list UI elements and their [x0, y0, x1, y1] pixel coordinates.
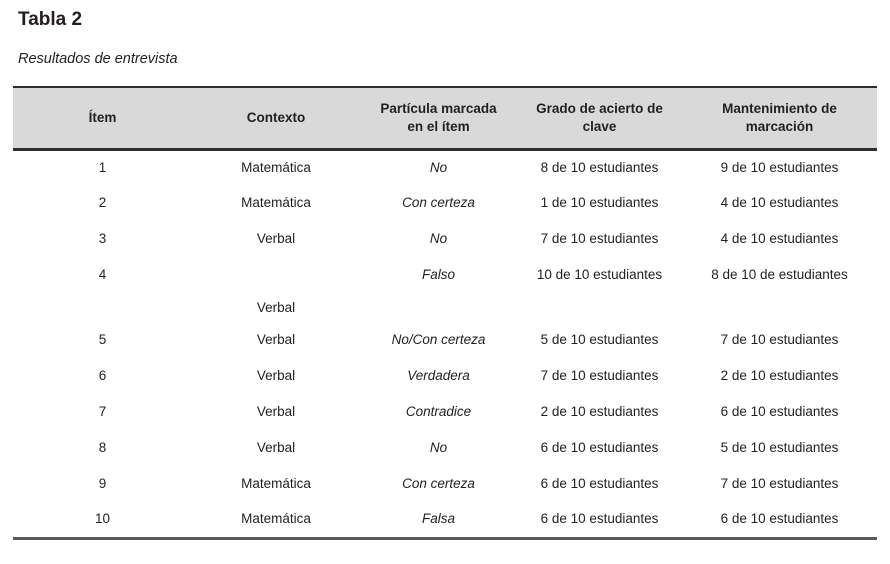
- column-header-grado: Grado de acierto de clave: [536, 100, 663, 134]
- table-row: [13, 185, 877, 221]
- cell-particula: Falso: [421, 267, 455, 283]
- table-row: [13, 430, 877, 466]
- cell-mantenimiento: 7 de 10 estudiantes: [720, 476, 839, 492]
- table-header: [13, 87, 877, 149]
- cell-grado: 5 de 10 estudiantes: [540, 332, 659, 348]
- table-subtitle: Resultados de entrevista: [18, 50, 178, 67]
- table-row: [13, 149, 877, 185]
- table-row: [13, 358, 877, 394]
- cell-contexto: Matemática: [241, 195, 311, 211]
- cell-contexto: Verbal: [256, 368, 296, 384]
- column-header-mantenimiento: Mantenimiento de marcación: [722, 100, 837, 134]
- cell-mantenimiento: 9 de 10 estudiantes: [720, 159, 839, 175]
- cell-particula: Con certeza: [402, 195, 475, 211]
- table-row: [13, 293, 877, 322]
- cell-item: 3: [98, 231, 107, 247]
- table-row: [13, 221, 877, 257]
- cell-item: 5: [98, 332, 107, 348]
- cell-mantenimiento: 7 de 10 estudiantes: [720, 332, 839, 348]
- cell-particula: [360, 293, 517, 322]
- cell-grado: 10 de 10 estudiantes: [536, 267, 663, 283]
- cell-particula: No: [429, 159, 448, 175]
- cell-item: 7: [98, 404, 107, 420]
- cell-mantenimiento: 2 de 10 estudiantes: [720, 368, 839, 384]
- table-row: [13, 322, 877, 358]
- table-row: [13, 394, 877, 430]
- cell-grado: 1 de 10 estudiantes: [540, 195, 659, 211]
- table-row: [13, 466, 877, 502]
- cell-grado: 2 de 10 estudiantes: [540, 404, 659, 420]
- cell-grado: 6 de 10 estudiantes: [540, 511, 659, 527]
- cell-contexto: [192, 257, 360, 293]
- cell-item: 10: [94, 511, 111, 527]
- cell-particula: Falsa: [421, 511, 455, 527]
- cell-contexto: Verbal: [256, 404, 296, 420]
- cell-contexto: Verbal: [256, 231, 296, 247]
- column-header-particula: Partícula marcada en el ítem: [380, 100, 497, 134]
- cell-particula: Verdadera: [407, 368, 470, 384]
- column-header-item: Ítem: [88, 109, 117, 125]
- cell-contexto: Verbal: [256, 332, 296, 348]
- cell-contexto: Matemática: [241, 511, 311, 527]
- cell-grado: 6 de 10 estudiantes: [540, 440, 659, 456]
- cell-item: 8: [98, 440, 107, 456]
- table-header-row: [13, 87, 877, 149]
- cell-grado: 7 de 10 estudiantes: [540, 231, 659, 247]
- column-header-contexto: Contexto: [246, 109, 306, 125]
- results-table: [13, 86, 877, 540]
- cell-mantenimiento: 6 de 10 estudiantes: [720, 511, 839, 527]
- cell-particula: No: [429, 231, 448, 247]
- cell-contexto: Verbal: [256, 440, 296, 456]
- table-number-title: Tabla 2: [18, 9, 83, 30]
- cell-particula: No: [429, 440, 448, 456]
- cell-mantenimiento: [682, 293, 877, 322]
- cell-grado: 6 de 10 estudiantes: [540, 476, 659, 492]
- cell-grado: 8 de 10 estudiantes: [540, 159, 659, 175]
- cell-mantenimiento: 4 de 10 estudiantes: [720, 195, 839, 211]
- cell-contexto: Matemática: [241, 159, 311, 175]
- cell-item: 4: [98, 267, 107, 283]
- table-row: [13, 502, 877, 538]
- cell-contexto: Verbal: [256, 299, 296, 315]
- cell-item: 6: [98, 368, 107, 384]
- cell-mantenimiento: 5 de 10 estudiantes: [720, 440, 839, 456]
- cell-grado: [517, 293, 682, 322]
- cell-item: 9: [98, 476, 107, 492]
- cell-item: 2: [98, 195, 107, 211]
- cell-mantenimiento: 4 de 10 estudiantes: [720, 231, 839, 247]
- cell-mantenimiento: 6 de 10 estudiantes: [720, 404, 839, 420]
- cell-contexto: Matemática: [241, 476, 311, 492]
- cell-particula: No/Con certeza: [391, 332, 486, 348]
- cell-item: [13, 293, 192, 322]
- cell-mantenimiento: 8 de 10 de estudiantes: [711, 267, 848, 283]
- cell-particula: Con certeza: [402, 476, 475, 492]
- table-row: [13, 257, 877, 293]
- table-body: [13, 149, 877, 538]
- cell-grado: 7 de 10 estudiantes: [540, 368, 659, 384]
- cell-particula: Contradice: [405, 404, 472, 420]
- cell-item: 1: [98, 159, 107, 175]
